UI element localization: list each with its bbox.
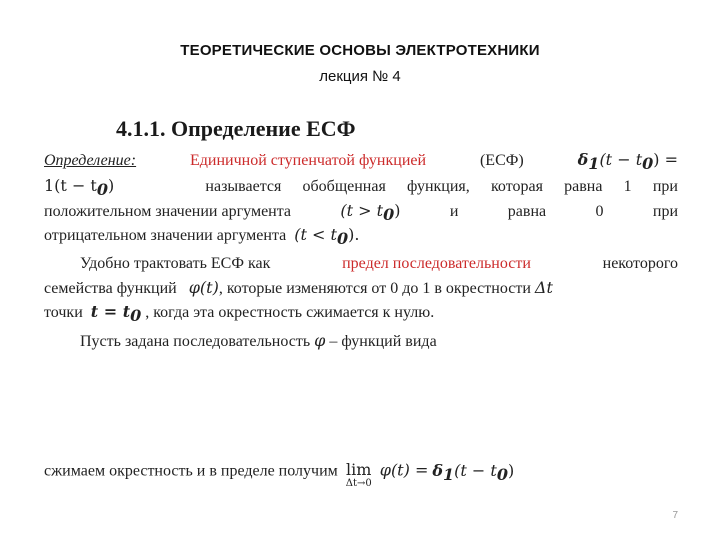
definition-line2-word: равна — [564, 178, 603, 195]
paragraph-line-1 — [80, 254, 678, 274]
paragraph-text: некоторого — [602, 255, 678, 272]
definition-line3-text: положительном значении аргумента — [44, 203, 292, 220]
sequence-end: – функций вида — [329, 333, 437, 350]
definition-line2-word: при — [652, 178, 678, 195]
definition-line2-word: которая — [490, 178, 543, 195]
definition-line-2 — [44, 176, 678, 200]
sequence-line — [80, 331, 714, 352]
delta-t-formula: Δt — [534, 278, 553, 297]
definition-abbr: (ЕСФ) — [479, 152, 524, 169]
definition-line2-formula: $1(t - t_0)$ — [44, 176, 115, 200]
paragraph-line-2 — [44, 278, 678, 299]
definition-label: Определение: — [44, 152, 137, 169]
slide-header-subtitle: лекция № 4 — [319, 68, 401, 85]
definition-line-4 — [44, 225, 678, 249]
conclusion-phi: φ(t) = — [379, 460, 429, 480]
definition-term: Единичной ступенчатой функцией — [190, 152, 427, 169]
paragraph-line-3 — [44, 302, 678, 326]
page-number: 7 — [672, 510, 678, 521]
definition-line2-word: обобщенная — [302, 178, 386, 195]
sequence-text: Пусть задана последовательность — [80, 333, 311, 350]
definition-line2-word: называется — [205, 178, 282, 195]
paragraph-highlight: предел последовательности — [342, 255, 531, 272]
slide-header-title: ТЕОРЕТИЧЕСКИЕ ОСНОВЫ ЭЛЕКТРОТЕХНИКИ — [180, 42, 540, 59]
definition-line3-zero: 0 — [595, 203, 604, 220]
definition-formula: $\delta_1(t - t_0)$ = — [577, 150, 678, 174]
point-formula: $t = t_0$ — [90, 302, 142, 326]
phi-symbol: φ — [314, 331, 326, 350]
definition-line4-text: отрицательном значении аргумента — [44, 227, 287, 244]
paragraph-text: , которые изменяются от 0 до 1 в окрестности — [218, 280, 531, 297]
definition-line3-at: при — [652, 203, 678, 220]
conclusion-text: сжимаем окрестность и в пределе получим — [44, 462, 338, 480]
paragraph-text: семейства функций — [44, 280, 177, 297]
definition-line2-word: функция, — [407, 178, 470, 195]
section-title: 4.1.1. Определение ЕСФ — [116, 116, 356, 141]
definition-line4-formula: $(t < t_0)$. — [294, 225, 360, 249]
limit-operator: lim Δt→0 — [345, 460, 372, 489]
definition-line3-and: и — [449, 203, 459, 220]
definition-line2-word: 1 — [623, 178, 632, 195]
paragraph-text: Удобно трактовать ЕСФ как — [80, 255, 271, 272]
paragraph-text: , когда эта окрестность сжимается к нулю. — [145, 304, 435, 321]
definition-line-1 — [44, 150, 678, 174]
conclusion-delta-formula: $\delta_1(t - t_0)$ — [432, 460, 515, 484]
definition-line3-formula: $(t > t_0)$ — [340, 201, 401, 225]
phi-formula: φ(t) — [188, 278, 219, 297]
paragraph-text: точки — [44, 304, 83, 321]
definition-line3-equal: равна — [507, 203, 547, 220]
definition-line-3 — [44, 201, 678, 225]
conclusion-line — [44, 458, 678, 498]
